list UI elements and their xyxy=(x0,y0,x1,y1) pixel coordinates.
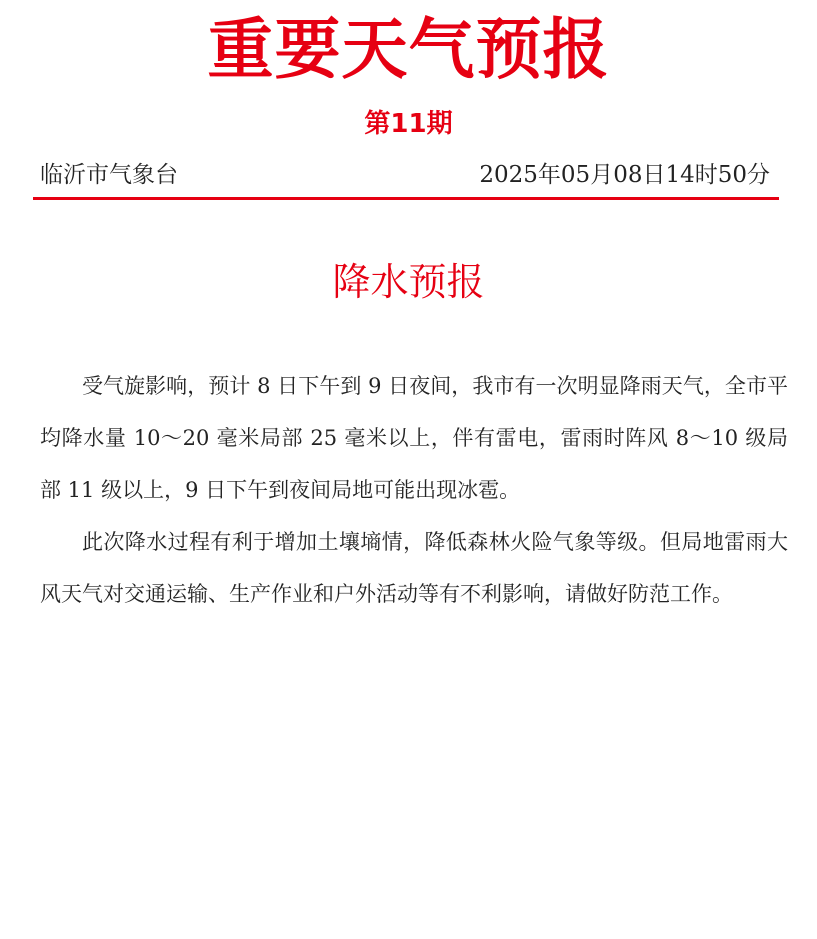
body-paragraph: 此次降水过程有利于增加土壤墒情，降低森林火险气象等级。但局地雷雨大风天气对交通运输、生产作业和户外活动等有不利影响，请做好防范工作。 xyxy=(40,530,788,606)
issue-timestamp: 2025年05月08日14时50分 xyxy=(479,162,770,188)
document-body xyxy=(40,360,788,620)
body-paragraph: 受气旋影响，预计 8 日下午到 9 日夜间，我市有一次明显降雨天气，全市平均降水量 10～20 毫米局部 25 毫米以上，伴有雷电，雷雨时阵风 8～10 级局部 11 级以上，9 日下午到夜间局地可能出现冰雹。 xyxy=(40,374,788,502)
issue-number: 第11期 xyxy=(364,109,453,139)
header-divider xyxy=(33,197,779,200)
issuer-name: 临沂市气象台 xyxy=(40,162,178,188)
document-title: 降水预报 xyxy=(332,260,485,304)
masthead-title: 重要天气预报 xyxy=(207,11,610,88)
